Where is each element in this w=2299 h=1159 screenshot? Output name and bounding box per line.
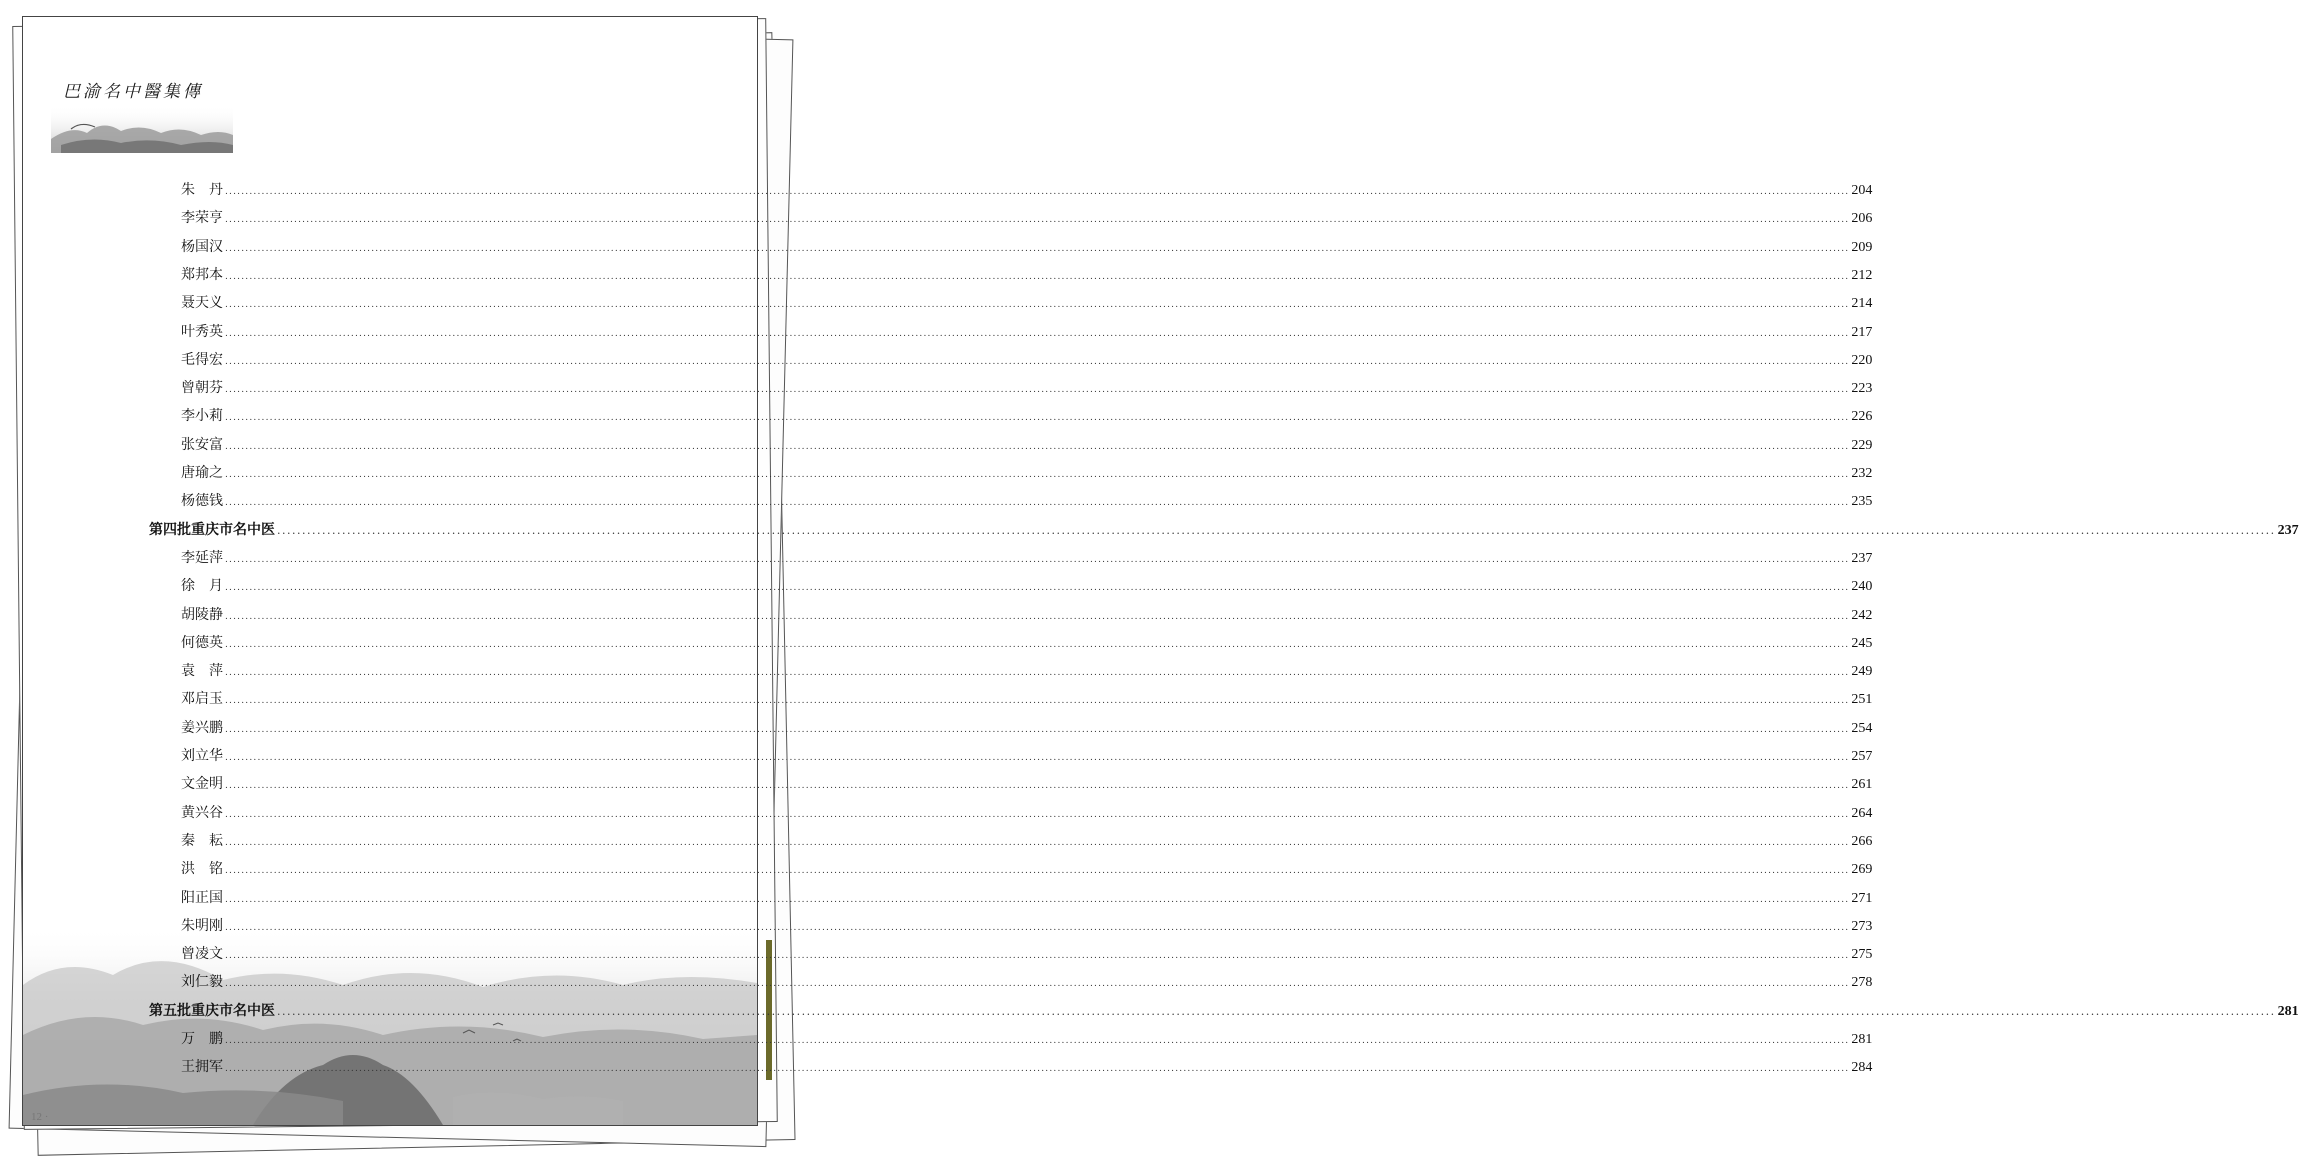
toc-leader-dots: ................................................................................................................................................................................................................................................................................................................................................................................................................ bbox=[277, 1004, 2276, 1018]
toc-entry-row[interactable] bbox=[181, 915, 1873, 937]
toc-entry-name: 曾凌文 bbox=[181, 946, 223, 963]
toc-page-number: 204 bbox=[1851, 183, 1873, 198]
toc-entry-name: 唐瑜之 bbox=[181, 465, 223, 481]
toc-entry-name: 刘立华 bbox=[181, 748, 223, 764]
toc-page-number: 271 bbox=[1851, 890, 1873, 906]
toc-entry-row[interactable] bbox=[181, 207, 1873, 229]
toc-entry-row[interactable] bbox=[181, 490, 1873, 512]
toc-page-number: 229 bbox=[1851, 437, 1873, 453]
toc-entry-row[interactable] bbox=[181, 292, 1873, 314]
toc-entry-row[interactable] bbox=[181, 1028, 1873, 1050]
toc-leader-dots: ................................................................................................................................................................................................................................................................................................................................................................................................................ bbox=[225, 356, 1850, 367]
toc-leader-dots: ................................................................................................................................................................................................................................................................................................................................................................................................................ bbox=[225, 187, 1850, 197]
toc-entry-row[interactable] bbox=[181, 858, 1873, 880]
toc-page-number: 226 bbox=[1851, 409, 1873, 425]
toc-entry-row[interactable] bbox=[181, 688, 1873, 710]
toc-entry-row[interactable] bbox=[181, 971, 1873, 993]
toc-page-number: 209 bbox=[1851, 239, 1873, 255]
toc-leader-dots: ................................................................................................................................................................................................................................................................................................................................................................................................................ bbox=[225, 328, 1850, 339]
toc-leader-dots: ................................................................................................................................................................................................................................................................................................................................................................................................................ bbox=[225, 753, 1850, 763]
toc-leader-dots: ................................................................................................................................................................................................................................................................................................................................................................................................................ bbox=[225, 781, 1850, 792]
toc-entry-name: 胡陵静 bbox=[181, 606, 223, 623]
toc-entry-row[interactable] bbox=[181, 377, 1873, 399]
toc-leader-dots: ................................................................................................................................................................................................................................................................................................................................................................................................................ bbox=[225, 979, 1850, 990]
toc-entry-name: 洪 铭 bbox=[181, 861, 223, 878]
toc-leader-dots: ................................................................................................................................................................................................................................................................................................................................................................................................................ bbox=[225, 243, 1850, 254]
toc-leader-dots: ................................................................................................................................................................................................................................................................................................................................................................................................................ bbox=[225, 470, 1850, 480]
toc-page-number: 212 bbox=[1851, 267, 1873, 283]
toc-entry-row[interactable] bbox=[181, 236, 1873, 258]
toc-section-row[interactable] bbox=[149, 519, 2299, 541]
toc-leader-dots: ................................................................................................................................................................................................................................................................................................................................................................................................................ bbox=[225, 951, 1850, 962]
toc-leader-dots: ................................................................................................................................................................................................................................................................................................................................................................................................................ bbox=[277, 523, 2276, 537]
toc-page-number: 257 bbox=[1851, 749, 1873, 764]
toc-entry-row[interactable] bbox=[181, 264, 1873, 286]
toc-page-number: 206 bbox=[1851, 211, 1873, 227]
toc-leader-dots: ................................................................................................................................................................................................................................................................................................................................................................................................................ bbox=[225, 922, 1850, 933]
toc-entry-name: 聂天义 bbox=[181, 295, 223, 312]
toc-entry-name: 郑邦本 bbox=[181, 266, 223, 283]
toc-entry-name: 刘仁毅 bbox=[181, 974, 223, 991]
toc-entry-name: 文金明 bbox=[181, 776, 223, 793]
toc-leader-dots: ................................................................................................................................................................................................................................................................................................................................................................................................................ bbox=[225, 837, 1850, 848]
toc-page-number: 240 bbox=[1851, 579, 1873, 595]
toc-page-number: 220 bbox=[1851, 352, 1873, 368]
toc-entry-row[interactable] bbox=[181, 773, 1873, 795]
toc-page-number: 281 bbox=[1851, 1032, 1873, 1047]
toc-entry-row[interactable] bbox=[181, 1056, 1873, 1078]
toc-entry-name: 张安富 bbox=[181, 436, 223, 453]
toc-page-number: 245 bbox=[1851, 635, 1873, 651]
toc-leader-dots: ................................................................................................................................................................................................................................................................................................................................................................................................................ bbox=[225, 696, 1850, 707]
toc-entry-name: 叶秀英 bbox=[181, 323, 223, 340]
toc-page-number: 269 bbox=[1851, 862, 1873, 878]
toc-entry-row[interactable] bbox=[181, 434, 1873, 456]
toc-entry-row[interactable] bbox=[181, 405, 1873, 427]
toc-entry-row[interactable] bbox=[181, 547, 1873, 569]
toc-page-number: 261 bbox=[1851, 777, 1873, 793]
toc-page-number: 242 bbox=[1851, 607, 1873, 623]
toc-leader-dots: ................................................................................................................................................................................................................................................................................................................................................................................................................ bbox=[225, 385, 1850, 396]
toc-leader-dots: ................................................................................................................................................................................................................................................................................................................................................................................................................ bbox=[225, 611, 1850, 622]
toc-entry-name: 王拥军 bbox=[181, 1059, 223, 1076]
toc-entry-name: 杨德钱 bbox=[181, 493, 223, 510]
toc-entry-row[interactable] bbox=[181, 745, 1873, 767]
toc-page-number: 232 bbox=[1851, 466, 1873, 481]
toc-entry-row[interactable] bbox=[181, 575, 1873, 597]
toc-page-number: 278 bbox=[1851, 975, 1873, 991]
toc-leader-dots: ................................................................................................................................................................................................................................................................................................................................................................................................................ bbox=[225, 1064, 1850, 1075]
page-number: 12 · bbox=[31, 1111, 49, 1123]
toc-leader-dots: ................................................................................................................................................................................................................................................................................................................................................................................................................ bbox=[225, 271, 1850, 282]
toc-leader-dots: ................................................................................................................................................................................................................................................................................................................................................................................................................ bbox=[225, 894, 1850, 905]
toc-entry-name: 曾朝芬 bbox=[181, 380, 223, 397]
toc-entry-name: 徐 月 bbox=[181, 578, 223, 595]
toc-entry-name: 姜兴鹏 bbox=[181, 719, 223, 736]
toc-entry-name: 李小莉 bbox=[181, 408, 223, 425]
toc-entry-row[interactable] bbox=[181, 462, 1873, 484]
toc-page-number: 237 bbox=[1851, 550, 1873, 566]
toc-page-number: 235 bbox=[1851, 494, 1873, 510]
toc-leader-dots: ................................................................................................................................................................................................................................................................................................................................................................................................................ bbox=[225, 413, 1850, 424]
toc-entry-row[interactable] bbox=[181, 604, 1873, 626]
toc-page-number: 237 bbox=[2277, 522, 2299, 538]
toc-page-number: 249 bbox=[1851, 664, 1873, 680]
toc-entry-row[interactable] bbox=[181, 802, 1873, 824]
toc-section-row[interactable] bbox=[149, 1000, 2299, 1022]
toc-page-number: 284 bbox=[1851, 1060, 1873, 1076]
toc-entry-row[interactable] bbox=[181, 830, 1873, 852]
toc-page-number: 254 bbox=[1851, 720, 1873, 736]
toc-page-number: 223 bbox=[1851, 381, 1873, 397]
toc-entry-name: 阳正国 bbox=[181, 889, 223, 906]
toc-page-number: 217 bbox=[1851, 324, 1873, 340]
header-calligraphy-title: 巴渝名中醫集傳 bbox=[63, 82, 203, 102]
toc-entry-name: 何德英 bbox=[181, 634, 223, 651]
toc-entry-row[interactable] bbox=[181, 943, 1873, 965]
document-page bbox=[22, 16, 2299, 1126]
toc-entry-name: 黄兴谷 bbox=[181, 804, 223, 821]
toc-leader-dots: ................................................................................................................................................................................................................................................................................................................................................................................................................ bbox=[225, 639, 1850, 650]
toc-leader-dots: ................................................................................................................................................................................................................................................................................................................................................................................................................ bbox=[225, 809, 1850, 820]
toc-entry-row[interactable] bbox=[181, 179, 1873, 201]
toc-entry-name: 李荣亨 bbox=[181, 210, 223, 227]
toc-page-number: 214 bbox=[1851, 296, 1873, 312]
toc-entry-row[interactable] bbox=[181, 632, 1873, 654]
toc-leader-dots: ................................................................................................................................................................................................................................................................................................................................................................................................................ bbox=[225, 866, 1850, 877]
toc-entry-name: 毛得宏 bbox=[181, 351, 223, 368]
toc-entry-row[interactable] bbox=[181, 717, 1873, 739]
toc-entry-name: 秦 耘 bbox=[181, 832, 223, 849]
toc-entry-row[interactable] bbox=[181, 321, 1873, 343]
toc-entry-row[interactable] bbox=[181, 349, 1873, 371]
toc-entry-row[interactable] bbox=[181, 887, 1873, 909]
toc-leader-dots: ................................................................................................................................................................................................................................................................................................................................................................................................................ bbox=[225, 668, 1850, 679]
toc-page-number: 251 bbox=[1851, 692, 1873, 708]
toc-entry-row[interactable] bbox=[181, 660, 1873, 682]
toc-entry-name: 李延萍 bbox=[181, 549, 223, 566]
toc-leader-dots: ................................................................................................................................................................................................................................................................................................................................................................................................................ bbox=[225, 1036, 1850, 1046]
toc-page-number: 275 bbox=[1851, 947, 1873, 963]
toc-leader-dots: ................................................................................................................................................................................................................................................................................................................................................................................................................ bbox=[225, 554, 1850, 565]
toc-entry-name: 袁 萍 bbox=[181, 663, 223, 680]
toc-leader-dots: ................................................................................................................................................................................................................................................................................................................................................................................................................ bbox=[225, 583, 1850, 594]
toc-leader-dots: ................................................................................................................................................................................................................................................................................................................................................................................................................ bbox=[225, 215, 1850, 226]
toc-entry-name: 杨国汉 bbox=[181, 238, 223, 255]
toc-entry-name: 朱 丹 bbox=[181, 182, 223, 198]
toc-page-number: 281 bbox=[2277, 1003, 2299, 1019]
toc-page-number: 266 bbox=[1851, 833, 1873, 849]
toc-entry-name: 万 鹏 bbox=[181, 1031, 223, 1047]
toc-leader-dots: ................................................................................................................................................................................................................................................................................................................................................................................................................ bbox=[225, 498, 1850, 509]
toc-leader-dots: ................................................................................................................................................................................................................................................................................................................................................................................................................ bbox=[225, 300, 1850, 311]
toc-entry-name: 邓启玉 bbox=[181, 691, 223, 708]
toc-section-title: 第四批重庆市名中医 bbox=[149, 521, 275, 538]
toc-leader-dots: ................................................................................................................................................................................................................................................................................................................................................................................................................ bbox=[225, 724, 1850, 735]
toc-page-number: 273 bbox=[1851, 918, 1873, 934]
toc-page-number: 264 bbox=[1851, 805, 1873, 821]
toc-leader-dots: ................................................................................................................................................................................................................................................................................................................................................................................................................ bbox=[225, 441, 1850, 452]
toc-entry-name: 朱明刚 bbox=[181, 917, 223, 934]
toc-section-title: 第五批重庆市名中医 bbox=[149, 1002, 275, 1019]
